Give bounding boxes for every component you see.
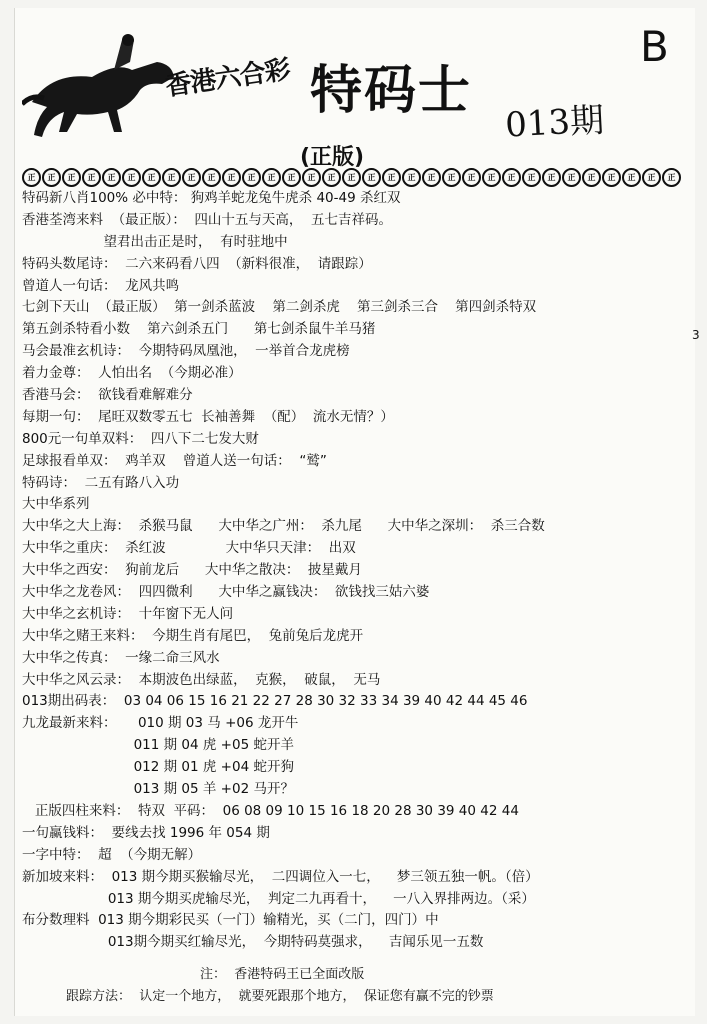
text-line: 七剑下天山 （最正版） 第一剑杀蓝波 第二剑杀虎 第三剑杀三合 第四剑杀特双 xyxy=(22,299,537,316)
text-line: 望君出击正是时， 有时驻地中 xyxy=(22,233,288,250)
text-line: 大中华之重庆： 杀红波 大中华只天津： 出双 xyxy=(22,540,356,557)
masthead xyxy=(150,48,490,128)
zheng-stamp-icon: 正 xyxy=(282,168,301,187)
zheng-stamp-icon: 正 xyxy=(242,168,261,187)
zheng-stamp-icon: 正 xyxy=(522,168,541,187)
text-line: 013 期 05 羊 +02 马开？ xyxy=(22,781,294,798)
text-line: 正版四柱来料： 特双 平码： 06 08 09 10 15 16 18 20 28 30 39 40 42 44 xyxy=(22,802,519,819)
text-line: 特码诗： 二五有路八入功 xyxy=(22,474,180,491)
zheng-stamp-icon: 正 xyxy=(602,168,621,187)
zheng-stamp-icon: 正 xyxy=(642,168,661,187)
text-line: 大中华之玄机诗： 十年窗下无人问 xyxy=(22,605,234,622)
text-line: 特码新八肖100% 必中特： 狗鸡羊蛇龙兔牛虎杀 40-49 杀红双 xyxy=(22,190,401,206)
zheng-stamp-icon: 正 xyxy=(222,168,241,187)
zheng-stamp-icon: 正 xyxy=(342,168,361,187)
text-line: 每期一句： 尾旺双数零五七 长袖善舞 （配） 流水无情？） xyxy=(22,408,394,425)
text-line: 大中华系列 xyxy=(22,496,90,513)
zheng-stamp-icon: 正 xyxy=(362,168,381,187)
zheng-stamp-icon: 正 xyxy=(562,168,581,187)
text-line: 800元一句单双料： 四八下二七发大财 xyxy=(22,430,259,447)
stamp-row xyxy=(22,168,682,188)
side-mark: 3 xyxy=(692,328,700,342)
zheng-stamp-icon: 正 xyxy=(582,168,601,187)
zheng-stamp-icon: 正 xyxy=(402,168,421,187)
zheng-stamp-icon: 正 xyxy=(302,168,321,187)
text-line: 013 期今期买虎输尽光， 判定二九再看十， 一八入界排两边。（采） xyxy=(22,890,535,907)
zheng-stamp-icon: 正 xyxy=(622,168,641,187)
text-line: 013期出码表： 03 04 06 15 16 21 22 27 28 30 32 33 34 39 40 42 44 45 46 xyxy=(22,693,528,710)
text-line: 着力金尊： 人怕出名 （今期必准） xyxy=(22,365,242,382)
issue-number: 013期 xyxy=(504,100,606,146)
text-line: 大中华之赌王来料： 今期生肖有尾巴， 兔前兔后龙虎开 xyxy=(22,627,364,644)
masthead-subtitle: 香港六合彩 xyxy=(163,54,292,103)
text-line: 香港马会： 欲钱看难解难分 xyxy=(22,387,193,404)
text-line: 012 期 01 虎 +04 蛇开狗 xyxy=(22,759,294,776)
zheng-stamp-icon: 正 xyxy=(422,168,441,187)
footer-note: 注： 香港特码王已全面改版 xyxy=(200,967,365,982)
text-line: 大中华之大上海： 杀猴马鼠 大中华之广州： 杀九尾 大中华之深圳： 杀三合数 xyxy=(22,518,545,535)
text-line: 九龙最新来料： 010 期 03 马 +06 龙开牛 xyxy=(22,715,299,732)
text-line: 特码头数尾诗： 二六来码看八四 （新料很准， 请跟踪） xyxy=(22,255,372,272)
text-line: 大中华之风云录： 本期波色出绿蓝， 克猴， 破鼠， 无马 xyxy=(22,671,381,688)
text-line: 布分数理料 013 期今期彩民买（一门）输精光，买（二门，四门）中 xyxy=(22,912,439,929)
zheng-stamp-icon: 正 xyxy=(182,168,201,187)
footer-method: 跟踪方法： 认定一个地方， 就要死跟那个地方， 保证您有赢不完的钞票 xyxy=(66,989,494,1004)
text-line: 011 期 04 虎 +05 蛇开羊 xyxy=(22,737,294,754)
text-line: 大中华之龙卷风： 四四微利 大中华之赢钱决： 欲钱找三姑六婆 xyxy=(22,584,430,601)
zheng-stamp-icon: 正 xyxy=(662,168,681,187)
text-line: 013期今期买红输尽光， 今期特码莫强求， 吉闻乐见一五数 xyxy=(22,934,484,951)
text-line: 大中华之西安： 狗前龙后 大中华之散决： 披星戴月 xyxy=(22,562,362,579)
zheng-stamp-icon: 正 xyxy=(442,168,461,187)
zheng-stamp-icon: 正 xyxy=(542,168,561,187)
zheng-stamp-icon: 正 xyxy=(42,168,61,187)
text-line: 第五剑杀特看小数 第六剑杀五门 第七剑杀鼠牛羊马猪 xyxy=(22,321,376,338)
edition-label: (正版) xyxy=(300,145,365,170)
zheng-stamp-icon: 正 xyxy=(62,168,81,187)
text-line: 曾道人一句话： 龙风共鸣 xyxy=(22,277,180,294)
zheng-stamp-icon: 正 xyxy=(142,168,161,187)
zheng-stamp-icon: 正 xyxy=(102,168,121,187)
zheng-stamp-icon: 正 xyxy=(22,168,41,187)
zheng-stamp-icon: 正 xyxy=(122,168,141,187)
zheng-stamp-icon: 正 xyxy=(382,168,401,187)
zheng-stamp-icon: 正 xyxy=(502,168,521,187)
masthead-title: 特码士 xyxy=(310,60,473,121)
text-line: 香港荃湾来料 （最正版）： 四山十五与天高， 五七吉祥码。 xyxy=(22,211,392,228)
zheng-stamp-icon: 正 xyxy=(482,168,501,187)
zheng-stamp-icon: 正 xyxy=(262,168,281,187)
article-body xyxy=(22,188,662,954)
zheng-stamp-icon: 正 xyxy=(82,168,101,187)
text-line: 一句赢钱料： 要线去找 1996 年 054 期 xyxy=(22,824,270,841)
text-line: 新加坡来料： 013 期今期买猴输尽光， 二四调位入一七， 梦三领五独一帆。（倍） xyxy=(22,868,539,885)
edition-letter: B xyxy=(640,22,669,71)
text-line: 一字中特： 超 （今期无解） xyxy=(22,846,202,863)
zheng-stamp-icon: 正 xyxy=(462,168,481,187)
text-line: 大中华之传真： 一缘二命三风水 xyxy=(22,649,220,666)
text-line: 马会最准玄机诗： 今期特码凤凰池， 一举首合龙虎榜 xyxy=(22,343,350,360)
zheng-stamp-icon: 正 xyxy=(322,168,341,187)
zheng-stamp-icon: 正 xyxy=(202,168,221,187)
text-line: 足球报看单双： 鸡羊双 曾道人送一句话： “鹫” xyxy=(22,452,327,469)
zheng-stamp-icon: 正 xyxy=(162,168,181,187)
